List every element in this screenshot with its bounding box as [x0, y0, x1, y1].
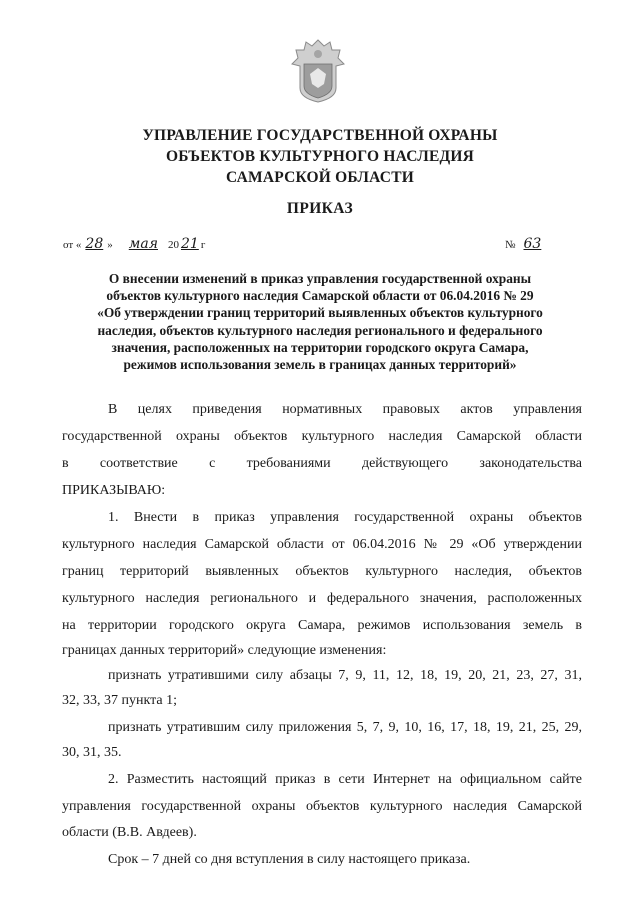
coat-of-arms-icon	[290, 38, 346, 104]
ordering-word: ПРИКАЗЫВАЮ:	[62, 483, 166, 498]
order-date	[63, 236, 205, 252]
item2-line: 2. Разместить настоящий приказ в сети Интернет на официальном сайте	[108, 772, 582, 787]
change1-line: признать утратившими силу абзацы 7, 9, 11, 12, 18, 19, 20, 21, 23, 27, 31,	[108, 668, 582, 683]
term-line: Срок – 7 дней со дня вступления в силу настоящего приказа.	[108, 852, 471, 867]
item1-line: культурного наследия регионального и федерального значения, расположенных	[62, 591, 582, 606]
subject-line: объектов культурного наследия Самарской области от 06.04.2016 № 29	[106, 288, 534, 304]
subject-line: значения, расположенных на территории городского округа Самара,	[111, 339, 529, 355]
subject-line: режимов использования земель в границах данных территорий»	[123, 357, 517, 373]
preamble-line: государственной охраны объектов культурного наследия Самарской области	[62, 429, 582, 444]
change2-line: 30, 31, 35.	[62, 745, 122, 760]
subject-line: О внесении изменений в приказ управления государственной охраны	[108, 271, 532, 286]
change1-line: 32, 33, 37 пункта 1;	[62, 693, 177, 708]
item1-line: культурного наследия Самарской области от 06.04.2016 № 29 «Об утверждении	[62, 537, 582, 552]
org-line: САМАРСКОЙ ОБЛАСТИ	[225, 169, 414, 186]
date-year: 21	[180, 236, 199, 252]
document-type: ПРИКАЗ	[286, 200, 354, 217]
date-year-prefix: 20	[167, 239, 179, 251]
date-mid: »	[107, 239, 113, 251]
item1-line: 1. Внести в приказ управления государственной охраны объектов	[108, 510, 582, 525]
subject-line: «Об утверждении границ территорий выявленных объектов культурного	[97, 305, 543, 321]
preamble-line: в соответствие с требованиями действующего законодательства	[62, 456, 582, 471]
order-number	[505, 236, 549, 252]
org-line: ОБЪЕКТОВ КУЛЬТУРНОГО НАСЛЕДИЯ	[165, 148, 475, 165]
date-day: 28	[85, 236, 104, 252]
order-subject	[62, 270, 578, 373]
item1-line: границ территорий выявленных объектов культурного наследия, объектов	[62, 564, 582, 579]
date-prefix: от «	[63, 239, 82, 251]
date-suffix: г	[200, 239, 206, 251]
subject-line: наследия, объектов культурного наследия регионального и федерального	[97, 322, 543, 338]
org-line: УПРАВЛЕНИЕ ГОСУДАРСТВЕННОЙ ОХРАНЫ	[142, 127, 498, 144]
item1-line: на территории городского округа Самара, режимов использования земель в	[62, 618, 582, 633]
item2-line: области (В.В. Авдеев).	[62, 825, 197, 840]
date-month: мая	[128, 236, 158, 252]
preamble-line: В целях приведения нормативных правовых актов управления	[108, 402, 582, 417]
item1-line: границах данных территорий» следующие изменения:	[62, 643, 387, 658]
number-value: 63	[523, 236, 542, 252]
change2-line: признать утратившим силу приложения 5, 7, 9, 10, 16, 17, 18, 19, 21, 25, 29,	[108, 720, 582, 735]
item2-line: управления государственной охраны объектов культурного наследия Самарской	[62, 799, 582, 814]
number-prefix: №	[505, 239, 516, 251]
organization-name	[60, 125, 580, 188]
